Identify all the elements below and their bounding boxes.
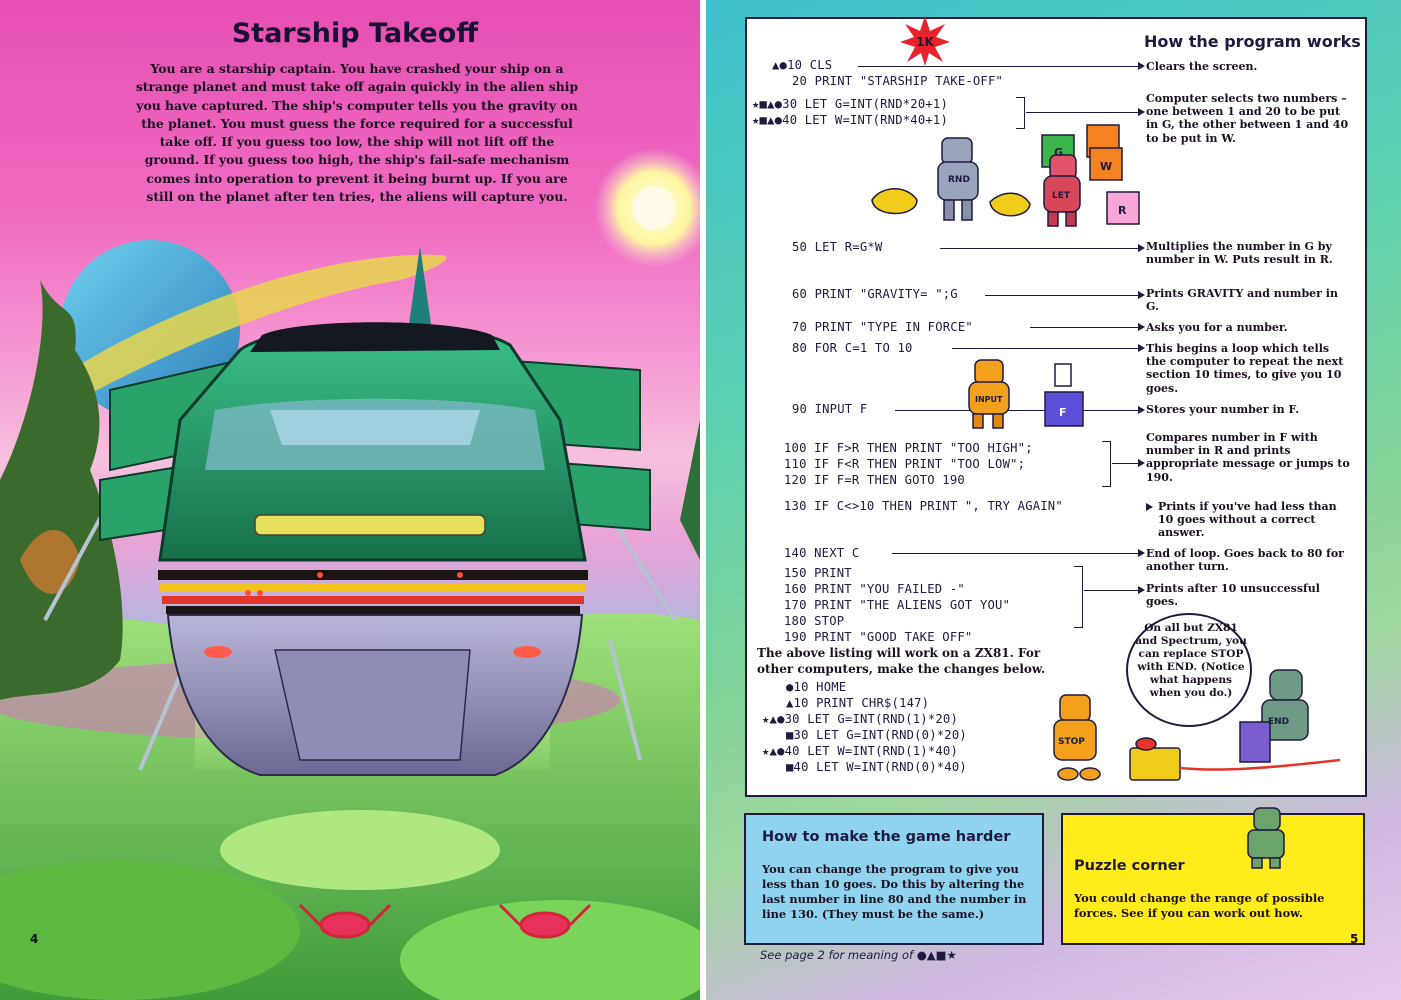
puzzle-box-title: Puzzle corner (1074, 858, 1185, 874)
footnote: See page 2 for meaning of ●▲■★ (760, 948, 957, 962)
thinking-robot-icon (1236, 802, 1296, 872)
memory-badge (900, 16, 950, 66)
page-number-left: 4 (30, 932, 39, 946)
arrow-icon (1138, 291, 1145, 299)
page-number-right: 5 (1350, 932, 1359, 946)
code-line: ▲●10 CLS (772, 58, 833, 72)
connector-line (1026, 112, 1138, 113)
connector-line (1084, 590, 1138, 591)
code-line: 90 INPUT F (792, 402, 868, 416)
explanation-note: Prints after 10 unsuccessful goes. (1146, 582, 1320, 609)
connector-line (952, 348, 1138, 349)
arrow-icon (1138, 586, 1145, 594)
harder-box-title: How to make the game harder (762, 829, 1011, 845)
code-line: 190 PRINT "GOOD TAKE OFF" (784, 630, 973, 644)
code-line: 110 IF F<R THEN PRINT "TOO LOW"; (784, 457, 1026, 471)
arrow-icon (1138, 244, 1145, 252)
change-line: ●10 HOME (786, 680, 847, 694)
arrow-icon (1138, 323, 1145, 331)
code-line: 100 IF F>R THEN PRINT "TOO HIGH"; (784, 441, 1033, 455)
puzzle-box (1061, 813, 1365, 945)
input-robot-illustration (955, 352, 1095, 432)
change-line: ■40 LET W=INT(RND(0)*40) (786, 760, 967, 774)
code-line: 60 PRINT "GRAVITY= ";G (792, 287, 958, 301)
arrow-icon (1138, 344, 1145, 352)
code-line: 170 PRINT "THE ALIENS GOT YOU" (784, 598, 1011, 612)
connector-line (940, 248, 1138, 249)
bracket (1074, 566, 1083, 628)
connector-line (985, 295, 1138, 296)
explanation-note: Prints GRAVITY and number in G. (1146, 287, 1338, 314)
intro-paragraph: You are a starship captain. You have crashed your ship on a strange planet and must take off again quickly in the alien ship you have captured. The ship's computer tells you the gravity on the planet. You must guess the force required for a successful take off. If you guess too low, the ship will not lift off the ground. If you guess too high, the ship's fail-safe mechanism comes into operation to prevent it being burnt up. If you are still on the planet after ten tries, the aliens will capture you. (135, 61, 579, 205)
left-page (0, 0, 700, 1000)
code-line: ★■▲●30 LET G=INT(RND*20+1) (752, 97, 948, 111)
code-line: 180 STOP (784, 614, 845, 628)
explanation-note: Asks you for a number. (1146, 321, 1288, 334)
code-line: 150 PRINT (784, 566, 852, 580)
code-line: 20 PRINT "STARSHIP TAKE-OFF" (792, 74, 1004, 88)
svg-text:F: F (1059, 406, 1067, 419)
code-line: 50 LET R=G*W (792, 240, 883, 254)
change-line: ★▲●30 LET G=INT(RND(1)*20) (762, 712, 958, 726)
code-line: ★■▲●40 LET W=INT(RND*40+1) (752, 113, 948, 127)
arrow-icon (1146, 503, 1153, 511)
svg-text:G: G (1054, 146, 1064, 159)
explanation-note: Multiplies the number in G by number in W. Puts result in R. (1146, 240, 1333, 267)
svg-text:END: END (1268, 717, 1290, 727)
connector-line (858, 66, 1138, 67)
arrow-icon (1138, 459, 1145, 467)
svg-text:INPUT: INPUT (975, 395, 1003, 404)
stop-end-robots-illustration (1040, 660, 1360, 790)
robots-rnd-let-illustration (862, 120, 1162, 230)
change-line: ■30 LET G=INT(RND(0)*20) (786, 728, 967, 742)
badge-label: 1K (916, 35, 934, 49)
svg-text:LET: LET (1052, 191, 1071, 201)
puzzle-box-body: You could change the range of possible forces. See if you can work out how. (1074, 891, 1325, 920)
explanation-note: Prints if you've had less than 10 goes without a correct answer. (1158, 500, 1337, 540)
code-line: 80 FOR C=1 TO 10 (792, 341, 913, 355)
bracket (1102, 441, 1111, 487)
svg-text:STOP: STOP (1058, 737, 1085, 747)
connector-line (892, 553, 1138, 554)
arrow-icon (1138, 549, 1145, 557)
code-line: 130 IF C<>10 THEN PRINT ", TRY AGAIN" (784, 499, 1063, 513)
change-line: ★▲●40 LET W=INT(RND(1)*40) (762, 744, 958, 758)
explanation-note: Clears the screen. (1146, 60, 1258, 73)
arrow-icon (1138, 108, 1145, 116)
section-title: How the program works (1144, 32, 1361, 51)
explanation-note: Stores your number in F. (1146, 403, 1300, 416)
svg-text:R: R (1118, 204, 1127, 217)
speech-bubble-text: On all but ZX81 and Spectrum, you can replace STOP with END. (Notice what happens when you do.) (1135, 622, 1247, 699)
explanation-note: End of loop. Goes back to 80 for another turn. (1146, 547, 1344, 574)
code-line: 140 NEXT C (784, 546, 860, 560)
page-title: Starship Takeoff (231, 18, 479, 49)
explanation-note: Computer selects two numbers – one between 1 and 20 to be put in G, the other between 1 and 40 to be put in W. (1146, 92, 1349, 145)
explanation-note: Compares number in F with number in R and prints appropriate message or jumps to 190. (1146, 431, 1350, 484)
arrow-icon (1138, 406, 1145, 414)
listing-note: The above listing will work on a ZX81. For other computers, make the changes below. (757, 646, 1046, 676)
svg-text:W: W (1100, 160, 1113, 173)
harder-box-body: You can change the program to give you less than 10 goes. Do this by altering the last number in line 80 and the number in line 130. (They must be the same.) (762, 862, 1027, 921)
change-line: ▲10 PRINT CHR$(147) (786, 696, 930, 710)
code-line: 120 IF F=R THEN GOTO 190 (784, 473, 965, 487)
connector-line (1030, 327, 1138, 328)
arrow-icon (1138, 62, 1145, 70)
svg-text:RND: RND (948, 175, 970, 185)
code-line: 160 PRINT "YOU FAILED -" (784, 582, 965, 596)
code-line: 70 PRINT "TYPE IN FORCE" (792, 320, 973, 334)
explanation-note: This begins a loop which tells the computer to repeat the next section 10 times, to give you 10 goes. (1146, 342, 1344, 395)
connector-line (1112, 463, 1138, 464)
